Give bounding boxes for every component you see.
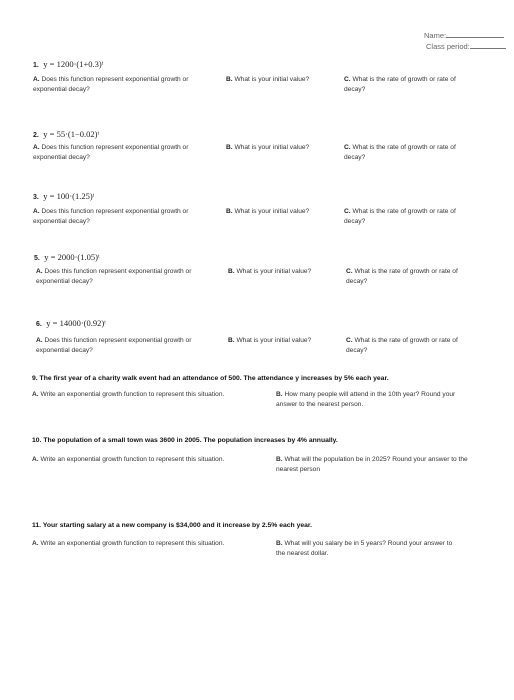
question-c: C. What is the rate of growth or rate of decay? <box>344 76 456 93</box>
question-b: B. What is your initial value? <box>226 76 310 83</box>
question-a: A. Does this function represent exponential growth or exponential decay? <box>36 337 192 354</box>
question-a: A. Write an exponential growth function to represent this situation. <box>32 391 225 398</box>
problem-header <box>34 247 100 265</box>
question-a: A. Write an exponential growth function to represent this situation. <box>32 456 225 463</box>
question-b: B. What is your initial value? <box>228 337 312 344</box>
class-period-label: Class period: <box>426 42 470 51</box>
problem-number: 5. <box>34 255 40 262</box>
equation: y = 100·(1.25)ᵗ <box>43 191 95 201</box>
equation: y = 55·(1−0.02)ᵗ <box>43 129 100 139</box>
class-period-field[interactable] <box>426 41 506 51</box>
question-c: C. What is the rate of growth or rate of decay? <box>344 208 456 225</box>
problem-header <box>33 186 94 204</box>
problem-header <box>33 54 103 72</box>
equation: y = 1200·(1+0.3)ᵗ <box>43 59 104 69</box>
question-c: C. What is the rate of growth or rate of decay? <box>346 337 458 354</box>
problem-number: 6. <box>36 321 42 328</box>
question-a: A. Does this function represent exponential growth or exponential decay? <box>33 208 189 225</box>
class-period-line[interactable] <box>470 41 506 49</box>
question-a: A. Write an exponential growth function to represent this situation. <box>32 540 225 547</box>
equation: y = 2000·(1.05)ᵗ <box>44 252 100 262</box>
question-b: B. How many people will attend in the 10th year? Round your answer to the nearest person. <box>276 391 456 408</box>
question-c: C. What is the rate of growth or rate of decay? <box>346 268 458 285</box>
question-a: A. Does this function represent exponential growth or exponential decay? <box>33 144 189 161</box>
question-c: C. What is the rate of growth or rate of decay? <box>344 144 456 161</box>
question-b: B. What will the population be in 2025? Round your answer to the nearest person <box>276 456 468 473</box>
name-label: Name: <box>424 31 447 40</box>
problem-number: 3. <box>33 194 39 201</box>
question-a: A. Does this function represent exponential growth or exponential decay? <box>36 268 192 285</box>
question-b: B. What is your initial value? <box>226 144 310 151</box>
word-problem-title: 11. Your starting salary at a new company is $34,000 and it increase by 2.5% each year. <box>32 522 313 529</box>
equation: y = 14000·(0.92)ᵗ <box>46 318 106 328</box>
problem-header <box>36 313 106 331</box>
question-a: A. Does this function represent exponential growth or exponential decay? <box>33 76 189 93</box>
word-problem-title: 9. The first year of a charity walk event had an attendance of 500. The attendance y increases by 5% each year. <box>32 375 389 382</box>
name-line[interactable] <box>446 30 504 38</box>
problem-header <box>33 124 99 142</box>
problem-number: 1. <box>33 62 39 69</box>
problem-number: 2. <box>33 132 39 139</box>
question-b: B. What is your initial value? <box>226 208 310 215</box>
question-b: B. What will you salary be in 5 years? Round your answer to the nearest dollar. <box>276 540 453 557</box>
word-problem-title: 10. The population of a small town was 3600 in 2005. The population increases by 4% annually. <box>32 437 338 444</box>
question-b: B. What is your initial value? <box>228 268 312 275</box>
name-field[interactable] <box>424 30 504 40</box>
